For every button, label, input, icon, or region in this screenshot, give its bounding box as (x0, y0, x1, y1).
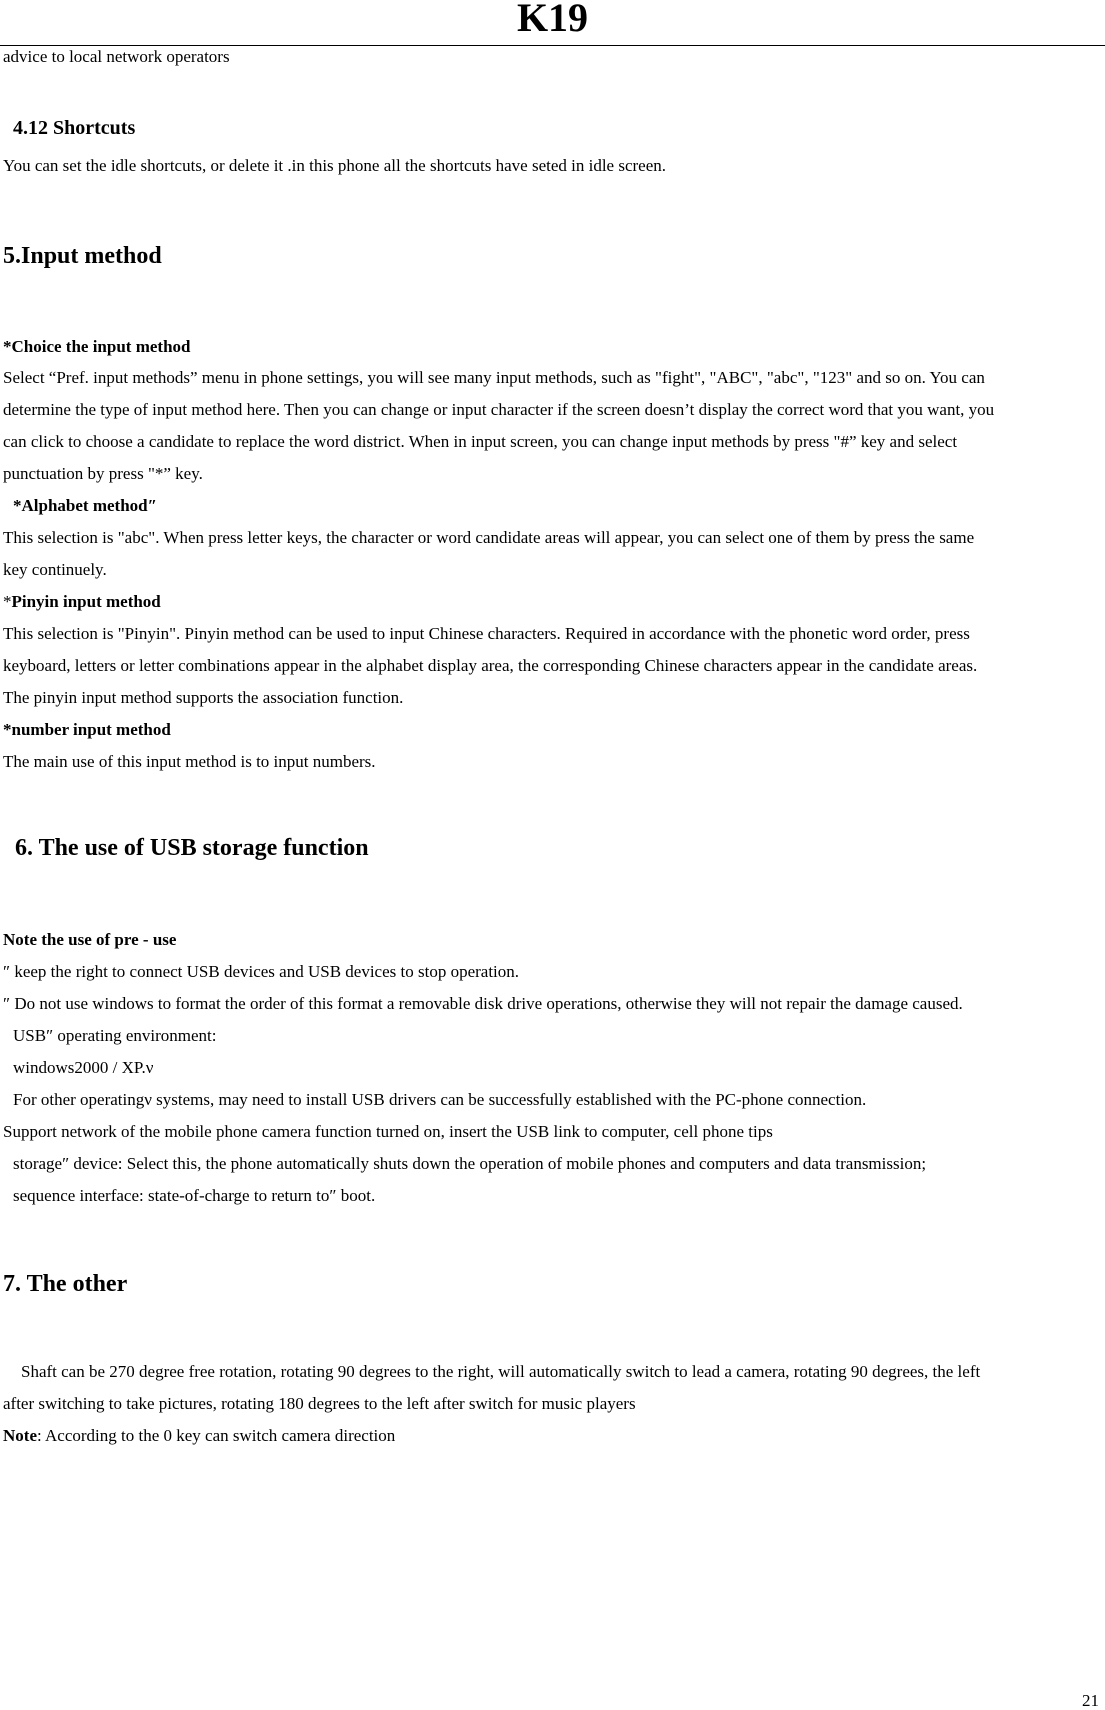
pinyin-line: This selection is "Pinyin". Pinyin method can be used to input Chinese characters. Required in accordance with the phonetic word order, press (3, 624, 970, 643)
choice-line: can click to choose a candidate to replace the word district. When in input screen, you can change input methods by press "#” key and select (3, 432, 958, 451)
usb-note-line: For other operatingν systems, may need to install USB drivers can be successfully established with the PC-phone connection. (13, 1090, 867, 1109)
section-7-heading: 7. The other (3, 1271, 128, 1297)
alphabet-line: This selection is "abc". When press letter keys, the character or word candidate areas will appear, you can select one of them by press the same (3, 528, 975, 547)
pinyin-prefix: * (3, 592, 12, 611)
pinyin-line: keyboard, letters or letter combinations appear in the alphabet display area, the corresponding Chinese characters appear in the candidate areas. (3, 656, 978, 675)
pinyin-line: The pinyin input method supports the association function. (3, 688, 404, 707)
alphabet-method-heading: *Alphabet method″ (13, 496, 157, 515)
number-method-line: The main use of this input method is to input numbers. (3, 752, 376, 771)
camera-note-label: Note (3, 1426, 37, 1445)
choice-input-method-heading: *Choice the input method (3, 337, 191, 356)
pinyin-method-heading-row (3, 592, 161, 612)
camera-note-row (3, 1426, 395, 1446)
usb-note-line: storage″ device: Select this, the phone automatically shuts down the operation of mobile phones and computers and data transmission; (13, 1154, 927, 1173)
document-title: K19 (516, 0, 589, 40)
page-number: 21 (1082, 1691, 1099, 1710)
usb-note-line: ″ Do not use windows to format the order of this format a removable disk drive operations, otherwise they will not repair the damage caused. (3, 994, 963, 1013)
usb-note-line: ″ keep the right to connect USB devices and USB devices to stop operation. (3, 962, 520, 981)
usb-note-heading: Note the use of pre - use (3, 930, 177, 949)
pinyin-method-heading: Pinyin input method (11, 592, 161, 611)
section-4-12-heading: 4.12 Shortcuts (13, 117, 136, 139)
other-line: after switching to take pictures, rotating 180 degrees to the left after switch for music players (3, 1394, 636, 1413)
usb-note-line: windows2000 / XP.ν (13, 1058, 154, 1077)
number-method-heading: *number input method (3, 720, 171, 739)
choice-line: Select “Pref. input methods” menu in phone settings, you will see many input methods, such as "fight", "ABC", "abc", "123" and so on. You can (3, 368, 985, 387)
camera-note-text: : According to the 0 key can switch camera direction (36, 1426, 396, 1445)
page-header (0, 0, 1105, 46)
intro-line: advice to local network operators (3, 47, 230, 66)
section-4-12-body: You can set the idle shortcuts, or delete it .in this phone all the shortcuts have seted in idle screen. (3, 156, 667, 175)
other-line: Shaft can be 270 degree free rotation, rotating 90 degrees to the right, will automatically switch to lead a camera, rotating 90 degrees, the left (21, 1362, 981, 1381)
section-6-heading: 6. The use of USB storage function (15, 835, 369, 861)
usb-note-line: sequence interface: state-of-charge to return to″ boot. (13, 1186, 376, 1205)
alphabet-line: key continuely. (3, 560, 107, 579)
choice-line: punctuation by press "*” key. (3, 464, 203, 483)
usb-note-line: USB″ operating environment: (13, 1026, 217, 1045)
choice-line: determine the type of input method here. Then you can change or input character if the screen doesn’t display the correct word that you want, you (3, 400, 995, 419)
section-5-heading: 5.Input method (3, 243, 162, 269)
usb-note-line: Support network of the mobile phone camera function turned on, insert the USB link to computer, cell phone tips (3, 1122, 773, 1141)
